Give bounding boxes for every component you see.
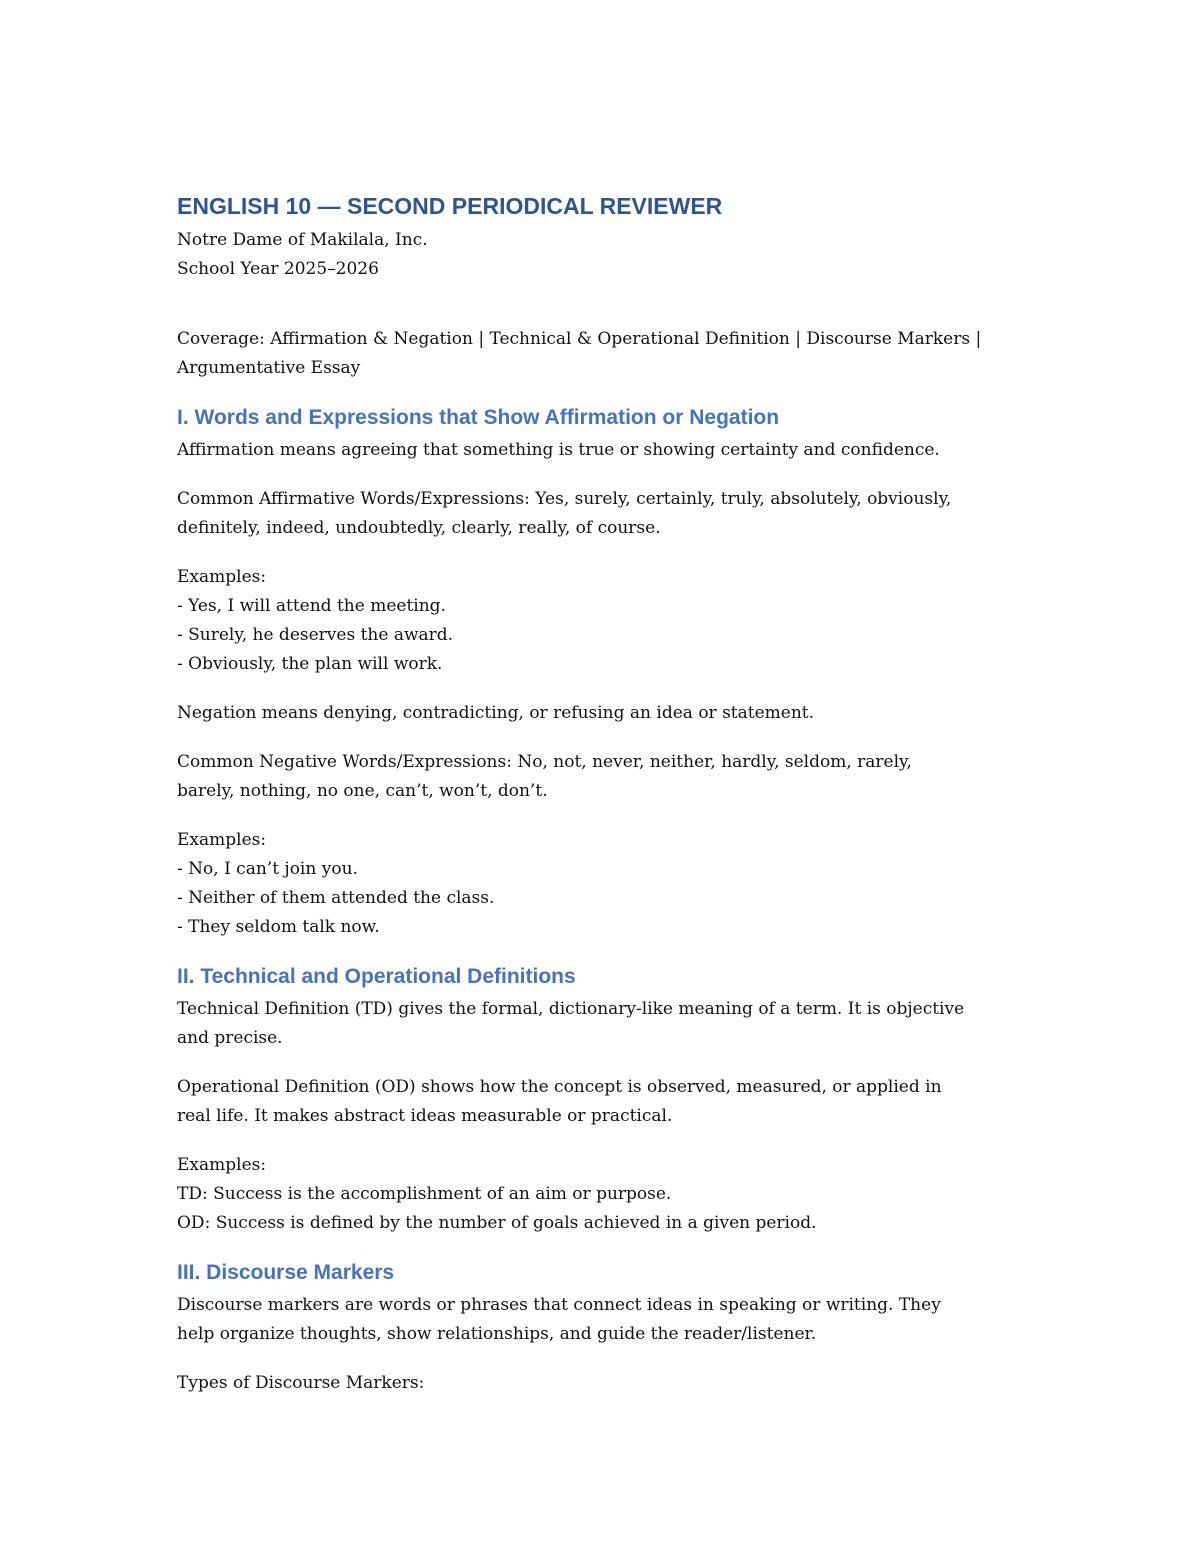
discourse-definition-line-2: help organize thoughts, show relationships, and guide the reader/listener.: [177, 1324, 817, 1344]
negative-words-line-2: barely, nothing, no one, can’t, won’t, don’t.: [177, 781, 548, 801]
discourse-types-label: Types of Discourse Markers:: [177, 1373, 425, 1393]
negation-definition-text: Negation means denying, contradicting, or refusing an idea or statement.: [177, 703, 815, 723]
operational-definition-line-2: real life. It makes abstract ideas measurable or practical.: [177, 1106, 673, 1126]
list-item: - Neither of them attended the class.: [177, 888, 495, 908]
discourse-markers-definition: [177, 1291, 1037, 1349]
school-name: Notre Dame of Makilala, Inc.: [177, 230, 428, 250]
negative-words-line-1: Common Negative Words/Expressions: No, not, never, neither, hardly, seldom, rarely,: [177, 752, 912, 772]
affirmative-words-line-1: Common Affirmative Words/Expressions: Yes, surely, certainly, truly, absolutely, obviously,: [177, 489, 952, 509]
document-body: [177, 190, 1037, 1398]
school-year: School Year 2025–2026: [177, 259, 379, 279]
affirmation-definition: [177, 436, 1037, 465]
discourse-definition-line-1: Discourse markers are words or phrases that connect ideas in speaking or writing. They: [177, 1295, 941, 1315]
list-item: - Surely, he deserves the award.: [177, 625, 454, 645]
coverage-line-1: Coverage: Affirmation & Negation | Technical & Operational Definition | Discourse Markers |: [177, 329, 982, 349]
negation-definition: [177, 699, 1037, 728]
negative-examples: [177, 826, 1037, 942]
examples-label: Examples:: [177, 1155, 267, 1175]
operational-definition: [177, 1073, 1037, 1131]
section-2-heading: II. Technical and Operational Definitions: [177, 965, 576, 988]
section-3-heading: III. Discourse Markers: [177, 1261, 395, 1284]
coverage-paragraph: [177, 325, 1037, 383]
negative-words: [177, 748, 1037, 806]
discourse-types: [177, 1369, 1037, 1398]
document-title: ENGLISH 10 — SECOND PERIODICAL REVIEWER: [177, 193, 723, 219]
technical-definition: [177, 995, 1037, 1053]
section-1-heading: I. Words and Expressions that Show Affirmation or Negation: [177, 406, 780, 429]
school-info: [177, 226, 1037, 284]
example-od: OD: Success is defined by the number of goals achieved in a given period.: [177, 1213, 817, 1233]
coverage-line-2: Argumentative Essay: [177, 358, 361, 378]
operational-definition-line-1: Operational Definition (OD) shows how the concept is observed, measured, or applied in: [177, 1077, 942, 1097]
example-td: TD: Success is the accomplishment of an aim or purpose.: [177, 1184, 672, 1204]
list-item: - Yes, I will attend the meeting.: [177, 596, 446, 616]
technical-definition-line-2: and precise.: [177, 1028, 283, 1048]
affirmation-definition-text: Affirmation means agreeing that something is true or showing certainty and confidence.: [177, 440, 940, 460]
affirmative-words: [177, 485, 1037, 543]
list-item: - Obviously, the plan will work.: [177, 654, 443, 674]
list-item: - They seldom talk now.: [177, 917, 380, 937]
definition-examples: [177, 1151, 1037, 1238]
affirmative-examples: [177, 563, 1037, 679]
technical-definition-line-1: Technical Definition (TD) gives the formal, dictionary-like meaning of a term. It is objective: [177, 999, 965, 1019]
list-item: - No, I can’t join you.: [177, 859, 358, 879]
examples-label: Examples:: [177, 830, 267, 850]
affirmative-words-line-2: definitely, indeed, undoubtedly, clearly, really, of course.: [177, 518, 661, 538]
examples-label: Examples:: [177, 567, 267, 587]
